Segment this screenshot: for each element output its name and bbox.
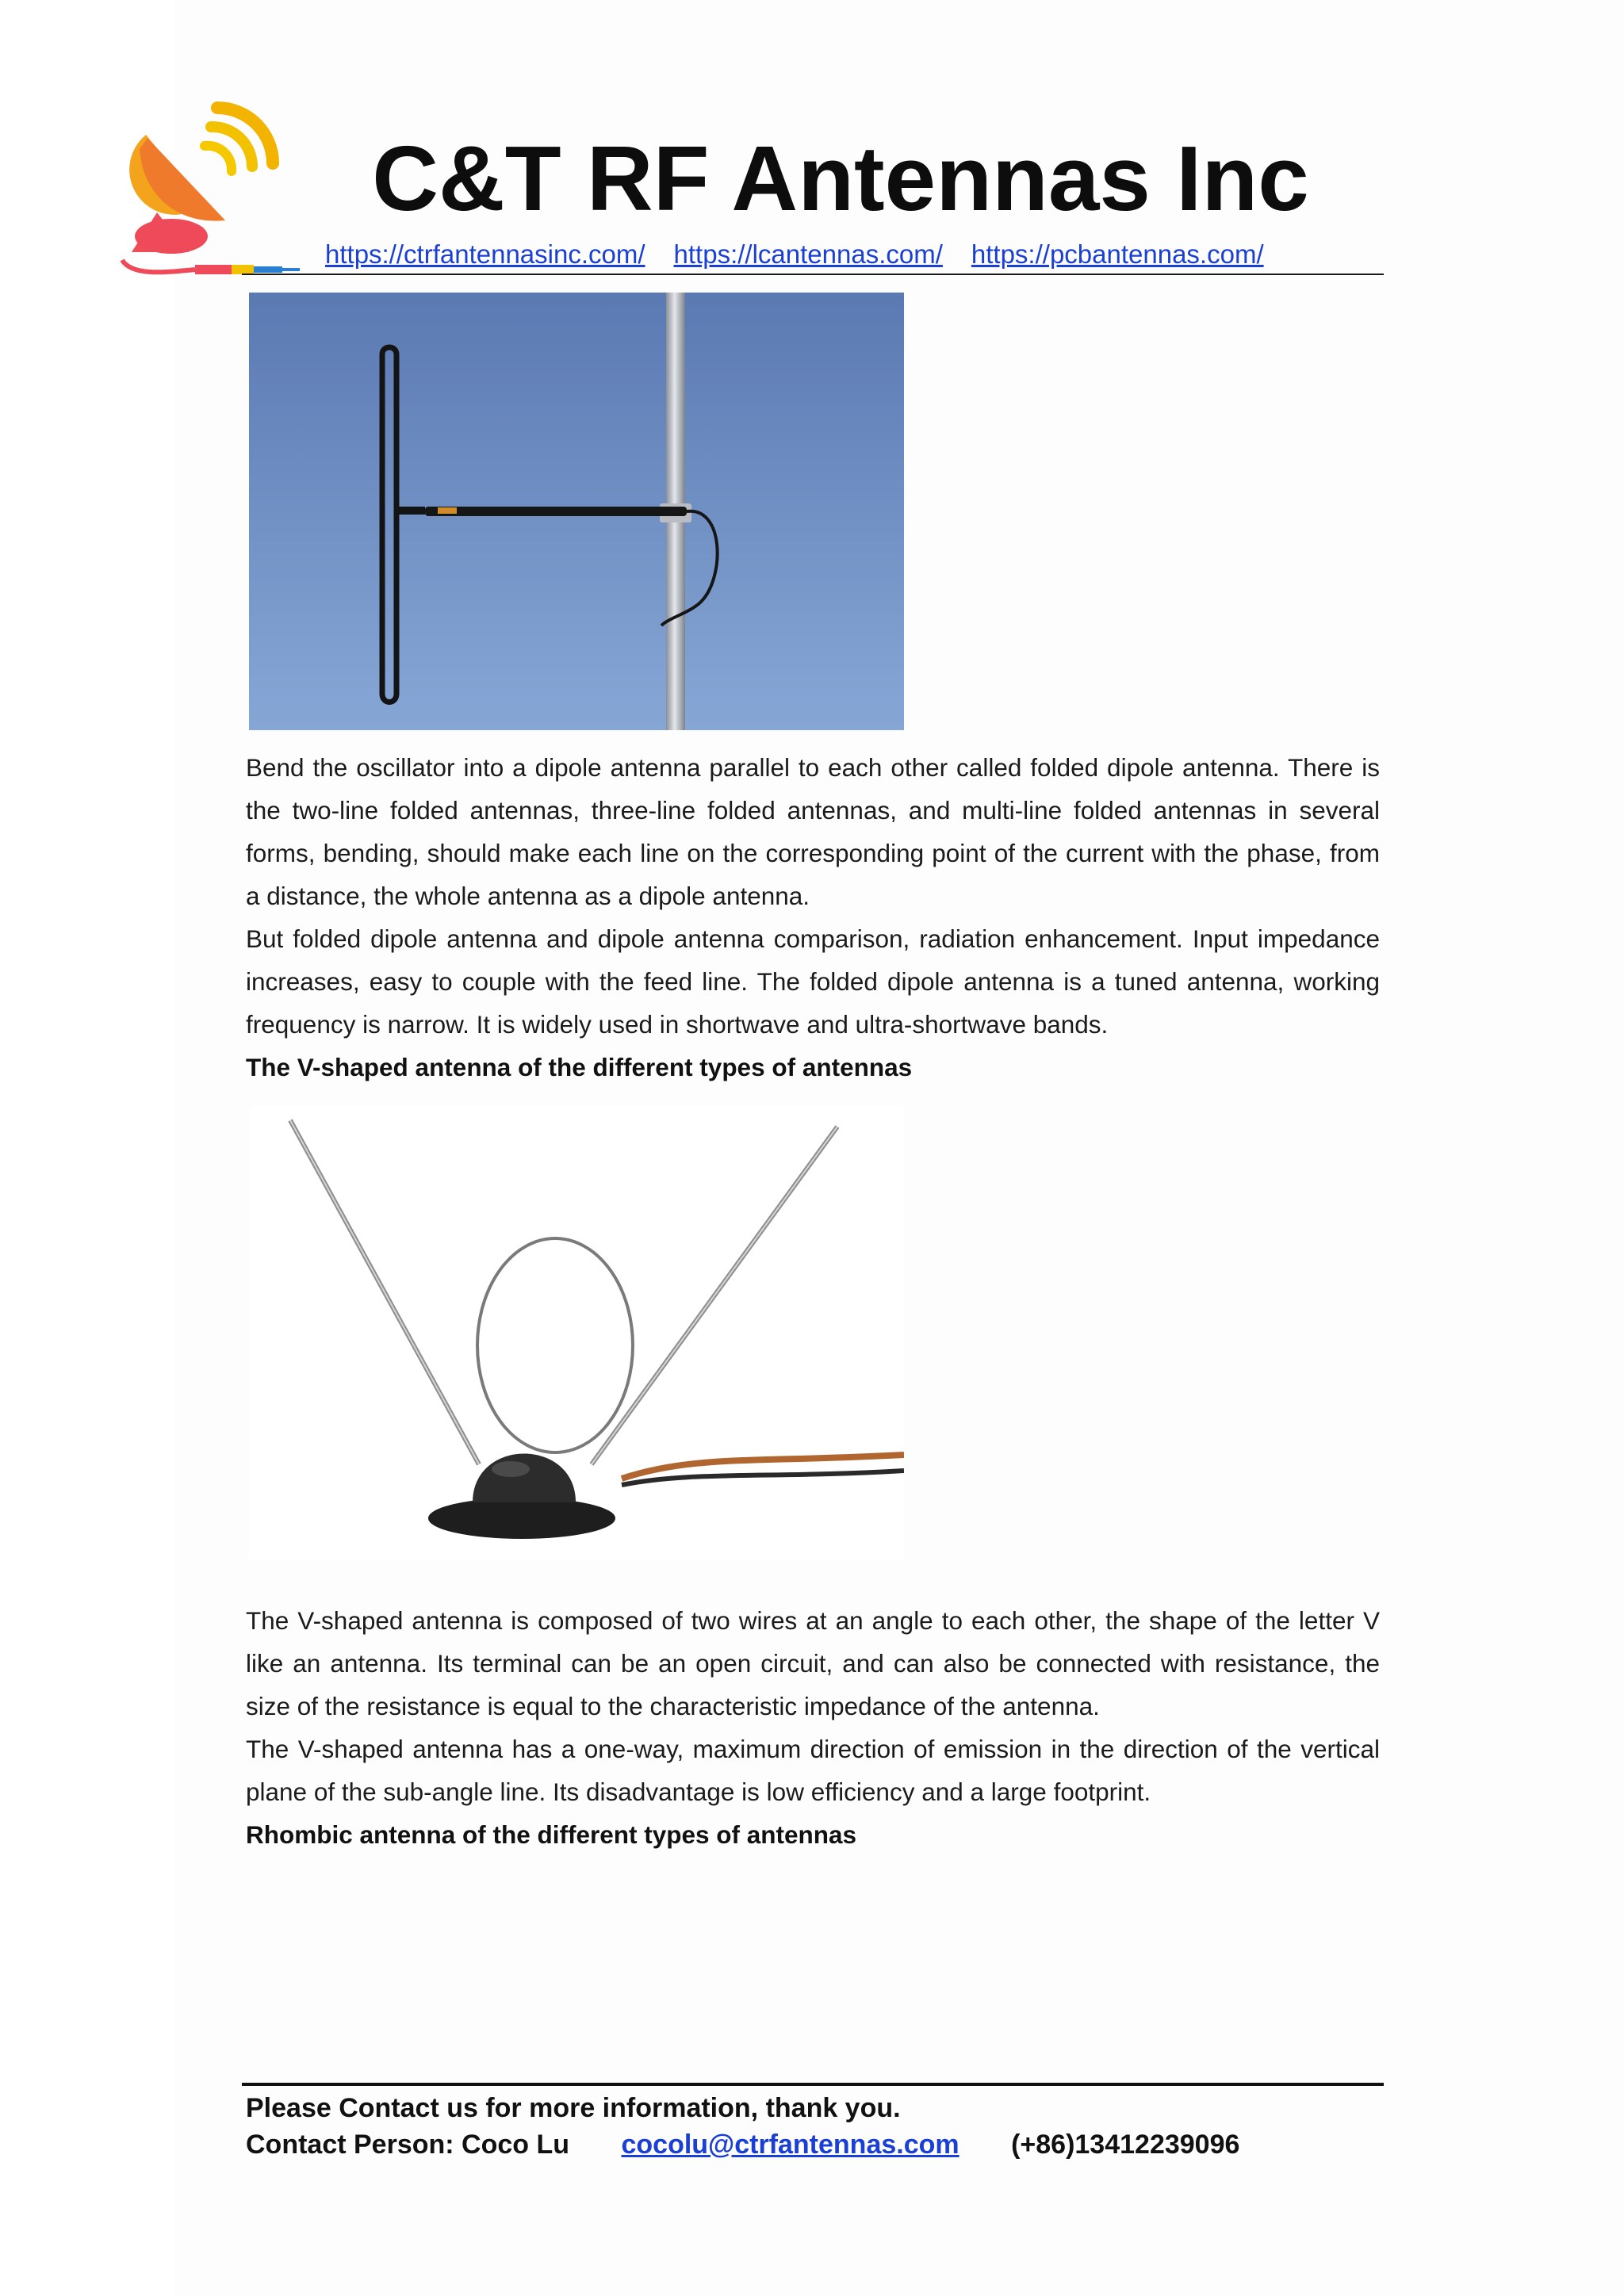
folded-dipole-antenna-photo <box>249 293 904 730</box>
header-links <box>325 236 1264 273</box>
contact-person: Contact Person: Coco Lu <box>246 2130 570 2160</box>
header-divider <box>242 274 1384 275</box>
footer-contact-details <box>246 2126 1239 2163</box>
link-ctrfantennasinc[interactable]: https://ctrfantennasinc.com/ <box>325 239 645 269</box>
footer-contact-line: Please Contact us for more information, thank you. <box>246 2093 901 2123</box>
paragraph-v-shaped-1: The V-shaped antenna is composed of two wires at an angle to each other, the shape of the letter V like an antenna. Its terminal can be an open circuit, and can also be connected with resistance, the size of the resistance is equal to the characteristic impedance of the antenna. <box>246 1606 1380 1720</box>
link-pcbantennas[interactable]: https://pcbantennas.com/ <box>971 239 1264 269</box>
footer-divider <box>242 2083 1384 2086</box>
contact-email-link[interactable]: cocolu@ctrfantennas.com <box>621 2130 959 2160</box>
company-title: C&T RF Antennas Inc <box>372 127 1309 230</box>
company-logo-icon <box>116 86 316 285</box>
heading-rhombic-antenna: Rhombic antenna of the different types of antennas <box>246 1820 857 1849</box>
v-shaped-antenna-photo <box>249 1106 904 1559</box>
heading-v-shaped-antenna: The V-shaped antenna of the different types of antennas <box>246 1053 913 1081</box>
link-lcantennas[interactable]: https://lcantennas.com/ <box>673 239 943 269</box>
paragraph-v-shaped-2: The V-shaped antenna has a one-way, maximum direction of emission in the direction of the vertical plane of the sub-angle line. Its disadvantage is low efficiency and a large footprint. <box>246 1735 1380 1806</box>
paragraph-folded-dipole-2: But folded dipole antenna and dipole antenna comparison, radiation enhancement. Input impedance increases, easy to couple with the feed line. The folded dipole antenna is a tuned antenna, working frequency is narrow. It is widely used in shortwave and ultra-shortwave bands. <box>246 924 1380 1039</box>
contact-phone: (+86)13412239096 <box>1011 2130 1240 2160</box>
paragraph-folded-dipole-1: Bend the oscillator into a dipole antenna parallel to each other called folded dipole antenna. There is the two-line folded antennas, three-line folded antennas, and multi-line folded antennas in several forms, bending, should make each line on the corresponding point of the current with the phase, from a distance, the whole antenna as a dipole antenna. <box>246 753 1380 910</box>
